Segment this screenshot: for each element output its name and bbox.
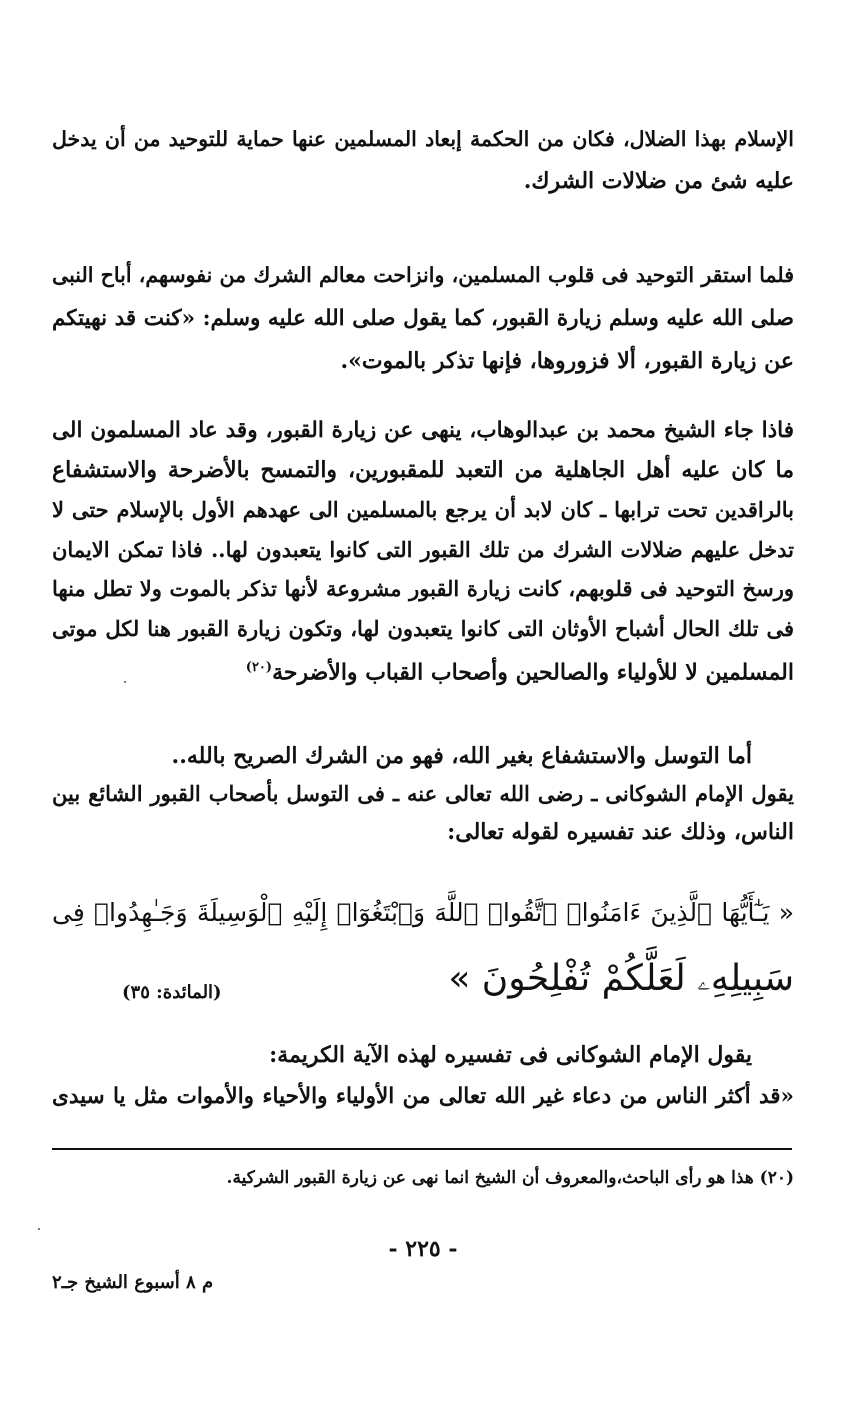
text-line: الناس، وذلك عند تفسيره لقوله تعالى:	[447, 819, 794, 845]
text-line: عن زيارة القبور، ألا فزوروها، فإنها تذكر بالموت».	[340, 348, 794, 374]
text-line: تدخل عليهم ضلالات الشرك من تلك القبور التى كانوا يتعبدون لها.. فاذا تمكن الايمان	[52, 536, 794, 562]
text-line: الإسلام بهذا الضلال، فكان من الحكمة إبعاد المسلمين عنها حماية للتوحيد من أن يدخل	[52, 127, 794, 151]
text-line: ورسخ التوحيد فى قلوبهم، كانت زيارة القبور مشروعة لأنها تذكر بالموت ولا تطل منها	[52, 576, 794, 601]
paragraph-sheikh	[52, 411, 794, 688]
verse-reference: (المائدة: ٣٥)	[122, 982, 222, 1003]
text-line: عليه شئ من ضلالات الشرك.	[523, 168, 794, 194]
text-segment: المسلمين لا للأولياء والصالحين وأصحاب القباب والأضرحة	[272, 659, 794, 686]
verse-line: سَبِيلِهِۦ لَعَلَّكُمْ تُفْلِحُونَ »	[448, 958, 794, 999]
text-line: بالراقدين تحت ترابها ـ كان لابد أن يرجع بالمسلمين الى عهدهم الأول بالإسلام حتى لا	[52, 497, 794, 522]
text-line: ما كان عليه أهل الجاهلية من التعبد للمقبورين، والتمسح بالأضرحة والاستشفاع	[52, 456, 794, 483]
footnote-marker[interactable]: (٢٠)	[245, 660, 273, 675]
scan-speck	[38, 1228, 40, 1230]
paragraph-continued	[52, 118, 794, 202]
paragraph-grave-visiting	[52, 254, 794, 383]
page-number: - ٢٢٥ -	[388, 1236, 458, 1262]
paragraph-shawkani	[52, 1034, 794, 1118]
scan-speck	[124, 681, 126, 683]
text-line: فلما استقر التوحيد فى قلوب المسلمين، وانزاحت معالم الشرك من نفوسهم، أباح النبى	[52, 263, 794, 287]
text-line: صلى الله عليه وسلم زيارة القبور، كما يقول صلى الله عليه وسلم: «كنت قد نهيتكم	[52, 306, 794, 331]
verse-line: « يَـٰٓأَيُّهَا ٱلَّذِينَ ءَامَنُوا۟ ٱتَّقُوا۟ ٱللَّهَ وَٱبْتَغُوٓا۟ إِلَيْهِ ٱلْوَسِيلَةَ وَجَـٰهِدُوا۟ فِى	[52, 898, 794, 927]
paragraph-intercession	[52, 737, 794, 851]
text-line: فى تلك الحال أشباح الأوثان التى كانوا يتعبدون لها، وتكون زيارة القبور هنا لكل موتى	[52, 615, 794, 641]
footnote-text: (٢٠) هذا هو رأى الباحث،والمعروف أن الشيخ انما نهى عن زيارة القبور الشركية.	[226, 1168, 794, 1188]
printer-signature: م ٨ أسبوع الشيخ جـ٢	[52, 1272, 214, 1293]
text-line	[52, 648, 794, 688]
footnote-divider	[52, 1148, 792, 1150]
text-line: يقول الإمام الشوكانى فى تفسيره لهذه الآية الكريمة:	[269, 1042, 752, 1068]
text-line: «قد أكثر الناس من دعاء غير الله تعالى من الأولياء والأحياء والأموات مثل يا سيدى	[52, 1084, 794, 1109]
text-line: يقول الإمام الشوكانى ـ رضى الله تعالى عنه ـ فى التوسل بأصحاب القبور الشائع بين	[52, 781, 794, 806]
text-line: أما التوسل والاستشفاع بغير الله، فهو من الشرك الصريح بالله..	[171, 743, 752, 769]
text-line: فاذا جاء الشيخ محمد بن عبدالوهاب، ينهى عن زيارة القبور، وقد عاد المسلمون الى	[52, 418, 794, 443]
